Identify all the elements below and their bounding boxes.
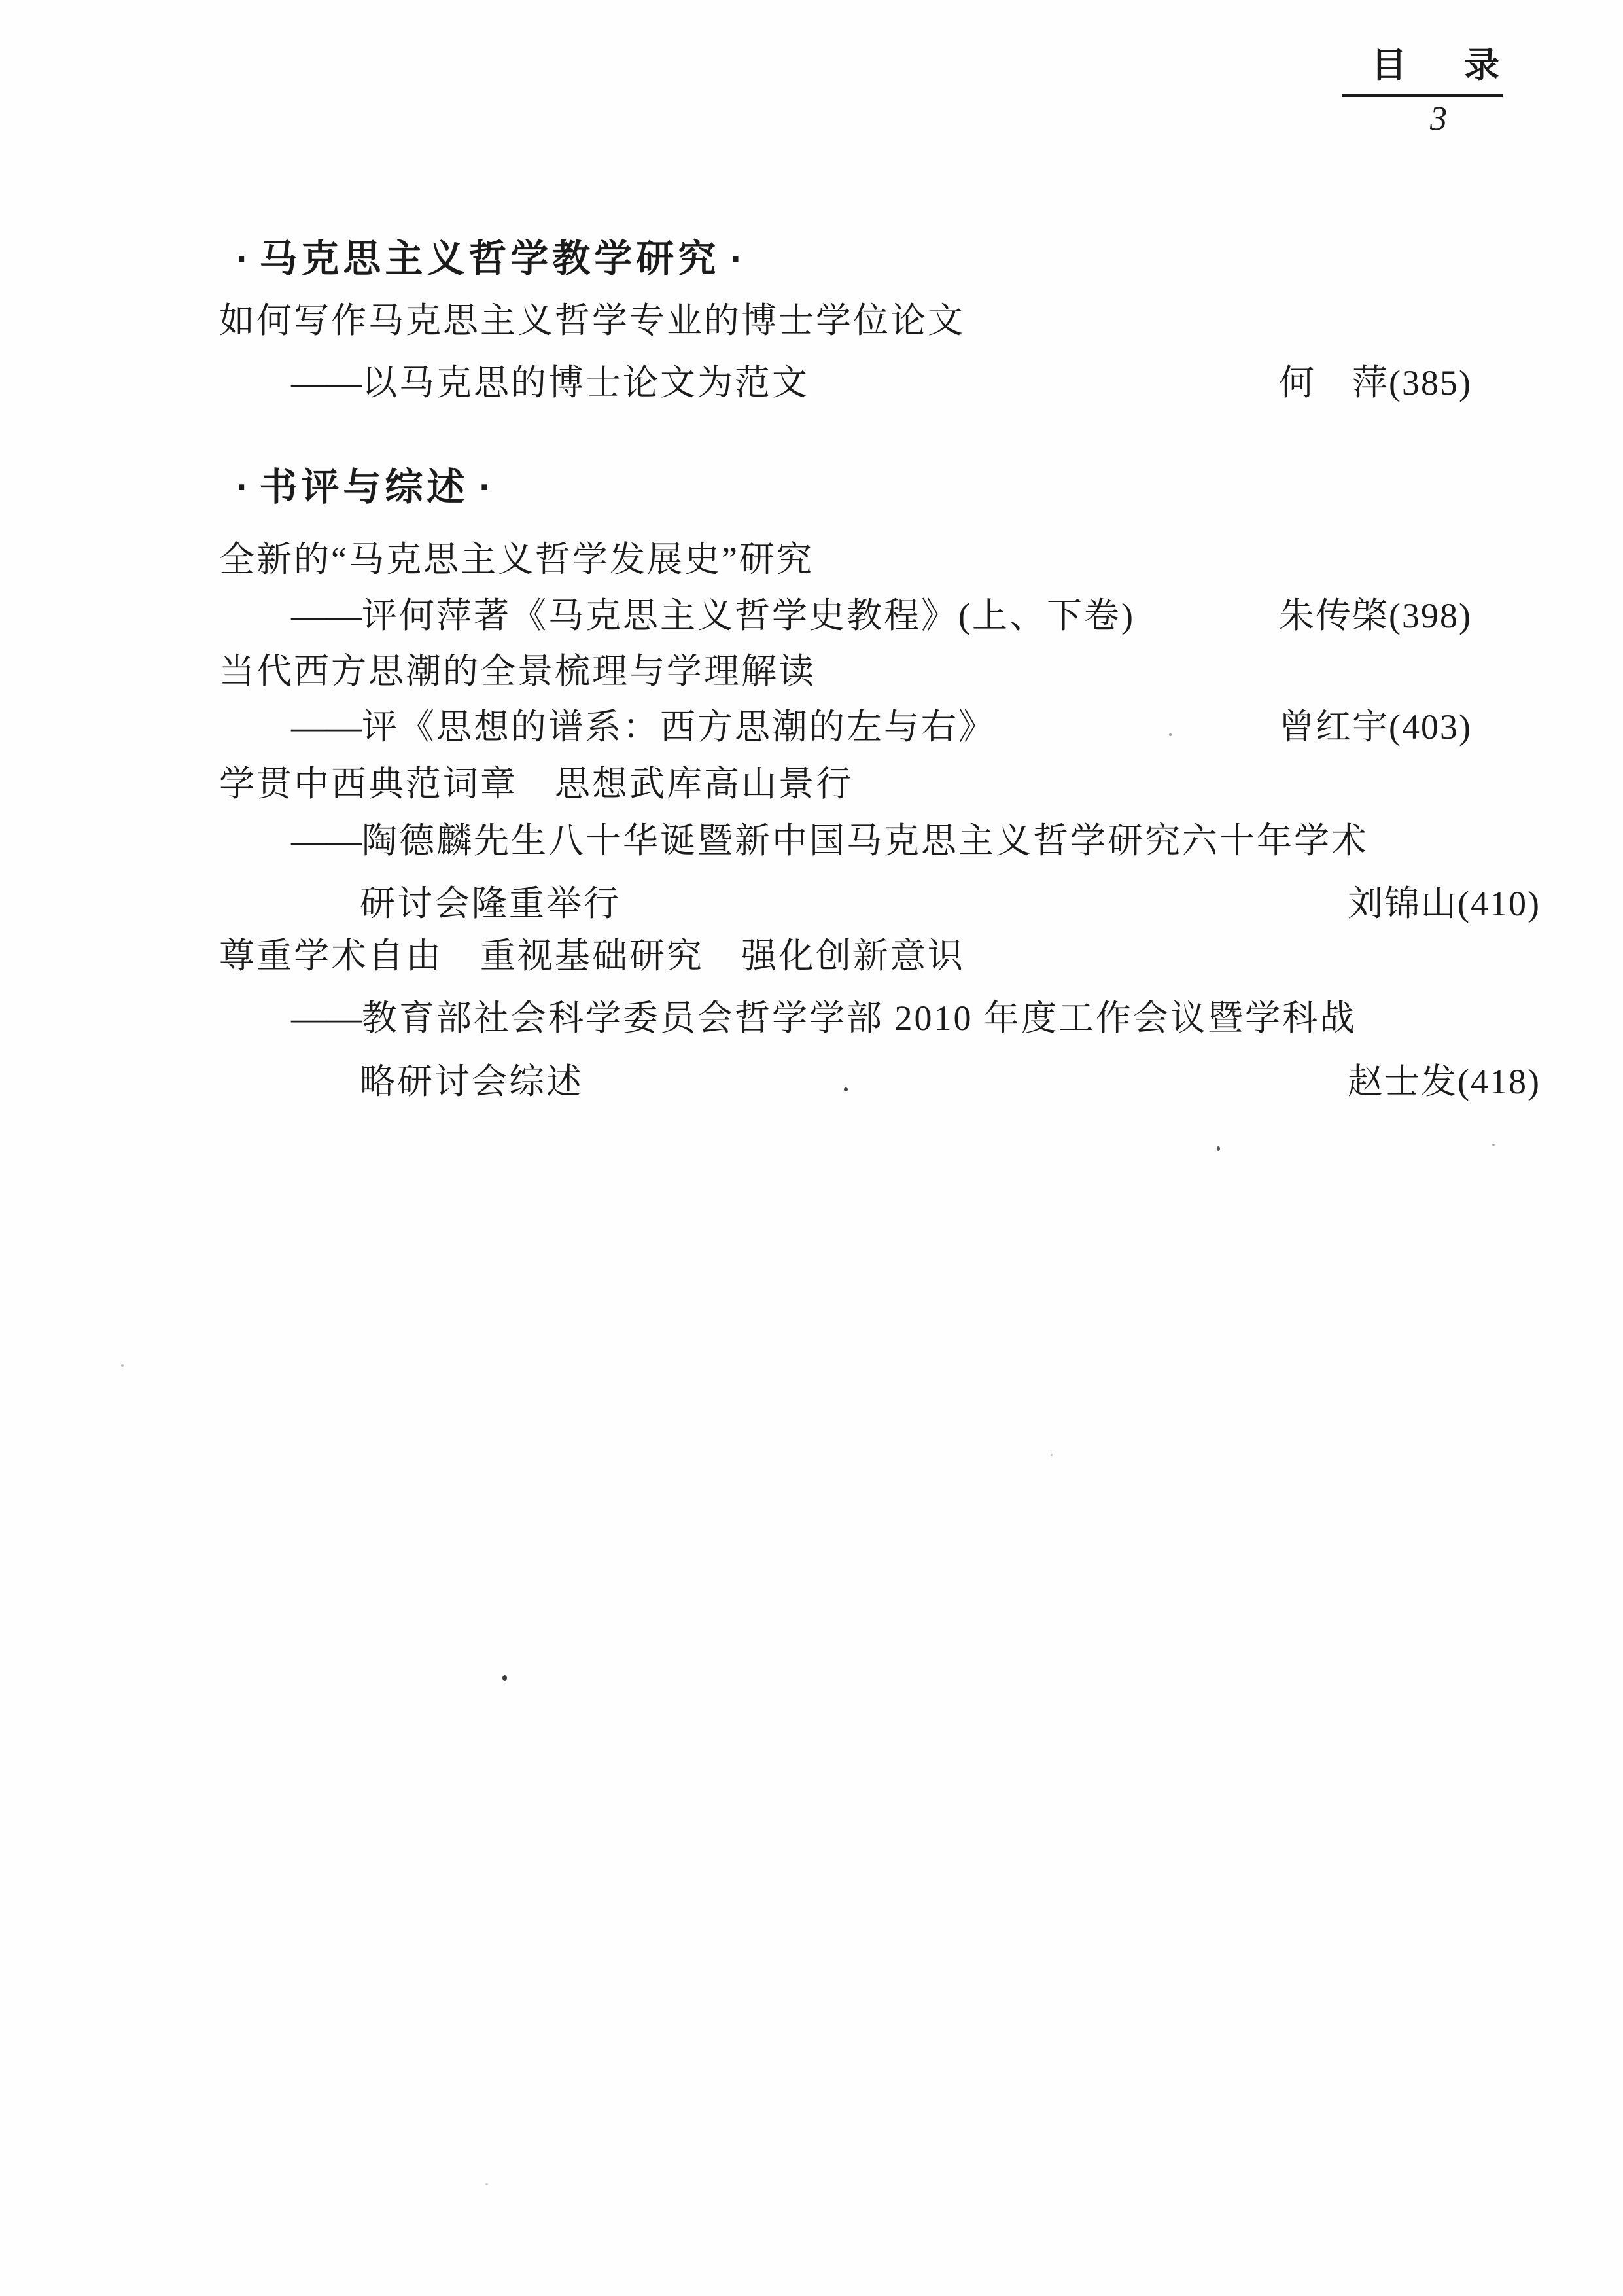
toc-entry-title — [219, 538, 1400, 581]
toc-entry-title — [219, 762, 1400, 805]
scan-speck — [1492, 1144, 1495, 1146]
running-head-char-left: 目 — [1371, 46, 1406, 85]
entry-author-page: 曾红宇(403) — [1279, 707, 1472, 747]
entry-author-page: 朱传棨(398) — [1279, 596, 1472, 635]
section-bullet-left: · — [236, 466, 249, 508]
entry-title-text: 当代西方思潮的全景梳理与学理解读 — [219, 652, 816, 691]
section-title: 马克思主义哲学教学研究 — [259, 238, 720, 280]
entry-title-text: 尊重学术自由 重视基础研究 强化创新意识 — [219, 936, 965, 976]
em-dash: —— — [291, 821, 362, 860]
toc-entry-continuation — [219, 1060, 1541, 1103]
scan-speck — [1169, 733, 1172, 736]
scan-speck — [1051, 1454, 1053, 1456]
em-dash: —— — [291, 707, 362, 747]
running-head-title — [1342, 44, 1503, 86]
running-head-rule — [1342, 94, 1503, 97]
toc-entry-subtitle — [219, 594, 1472, 637]
toc-entry-continuation — [219, 882, 1541, 925]
entry-title-text: 如何写作马克思主义哲学专业的博士学位论文 — [219, 301, 965, 340]
section-bullet-right: · — [479, 466, 492, 508]
scan-speck — [502, 1675, 507, 1681]
entry-author-page: 何 萍(385) — [1279, 363, 1472, 402]
scan-speck — [121, 1364, 124, 1367]
toc-entry-title — [219, 934, 1400, 978]
entry-subtitle-text: 评《思想的谱系：西方思潮的左与右》 — [362, 707, 996, 747]
em-dash: —— — [291, 596, 362, 635]
toc-entry-subtitle — [219, 819, 1472, 862]
page-number: 3 — [1430, 100, 1447, 137]
entry-title-text: 学贯中西典范词章 思想武库高山景行 — [219, 764, 853, 804]
entry-subtitle-text: 陶德麟先生八十华诞暨新中国马克思主义哲学研究六十年学术 — [362, 821, 1369, 860]
entry-subtitle-text: 教育部社会科学委员会哲学学部 2010 年度工作会议暨学科战 — [362, 998, 1357, 1038]
entry-author-page: 刘锦山(410) — [1348, 884, 1541, 923]
entry-subtitle-text: 评何萍著《马克思主义哲学史教程》(上、下卷) — [362, 596, 1135, 635]
section-header-teaching-research — [226, 238, 1406, 281]
running-head — [1342, 44, 1503, 137]
em-dash: —— — [291, 363, 362, 402]
entry-author-page: 赵士发(418) — [1348, 1062, 1541, 1101]
entry-subtitle-text: 以马克思的博士论文为范文 — [362, 363, 809, 402]
toc-entry-subtitle — [219, 997, 1472, 1040]
toc-entry-subtitle — [219, 705, 1472, 749]
toc-entry-subtitle — [219, 361, 1472, 404]
section-title: 书评与综述 — [259, 466, 469, 508]
section-bullet-right: · — [730, 238, 743, 280]
scan-speck — [485, 2183, 488, 2185]
entry-continuation-text: 研讨会隆重举行 — [360, 884, 621, 923]
running-head-char-right: 录 — [1464, 46, 1499, 85]
entry-continuation-text: 略研讨会综述 — [360, 1062, 584, 1101]
section-header-reviews — [226, 466, 1406, 509]
em-dash: —— — [291, 998, 362, 1038]
section-bullet-left: · — [236, 238, 249, 280]
scan-speck — [844, 1087, 848, 1091]
scan-speck — [1217, 1146, 1220, 1151]
toc-entry-title — [219, 650, 1400, 693]
toc-entry-title — [219, 299, 1400, 342]
entry-title-text: 全新的“马克思主义哲学发展史”研究 — [219, 540, 814, 579]
